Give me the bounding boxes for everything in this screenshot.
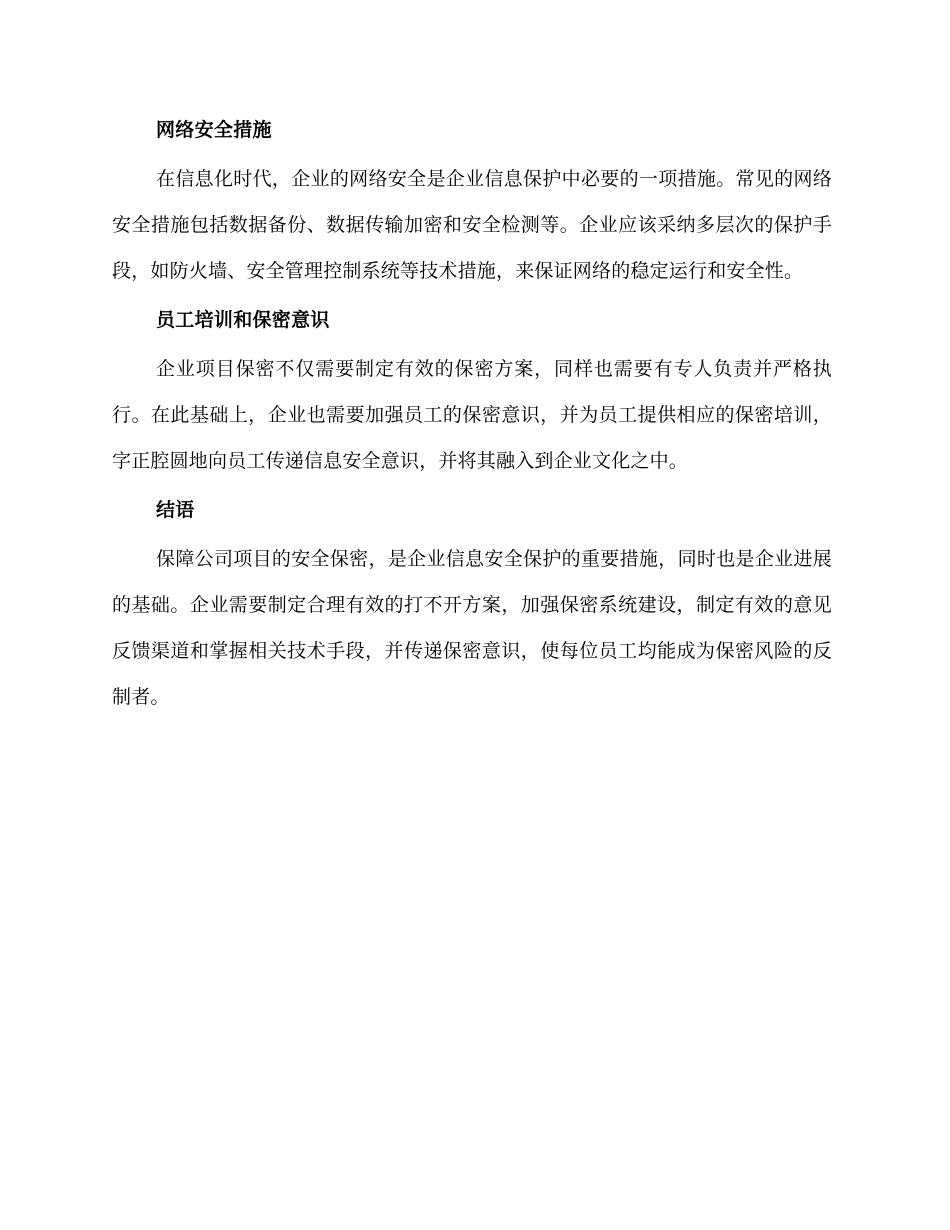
section-network-security (112, 110, 832, 294)
document-body (112, 110, 832, 722)
section-paragraph: 企业项目保密不仅需要制定有效的保密方案，同样也需要有专人负责并严格执行。在此基础上，企业也需要加强员工的保密意识，并为员工提供相应的保密培训，字正腔圆地向员工传递信息安全意识，并将其融入到企业文化之中。 (112, 358, 832, 472)
section-heading: 网络安全措施 (156, 119, 272, 141)
section-paragraph: 在信息化时代，企业的网络安全是企业信息保护中必要的一项措施。常见的网络安全措施包括数据备份、数据传输加密和安全检测等。企业应该采纳多层次的保护手段，如防火墙、安全管理控制系统等技术措施，来保证网络的稳定运行和安全性。 (112, 168, 832, 282)
section-employee-training (112, 300, 832, 484)
section-conclusion (112, 490, 832, 720)
section-heading: 员工培训和保密意识 (156, 309, 330, 331)
section-paragraph: 保障公司项目的安全保密，是企业信息安全保护的重要措施，同时也是企业进展的基础。企业需要制定合理有效的打不开方案，加强保密系统建设，制定有效的意见反馈渠道和掌握相关技术手段，并传递保密意识，使每位员工均能成为保密风险的反制者。 (112, 548, 832, 708)
section-heading: 结语 (156, 499, 195, 521)
